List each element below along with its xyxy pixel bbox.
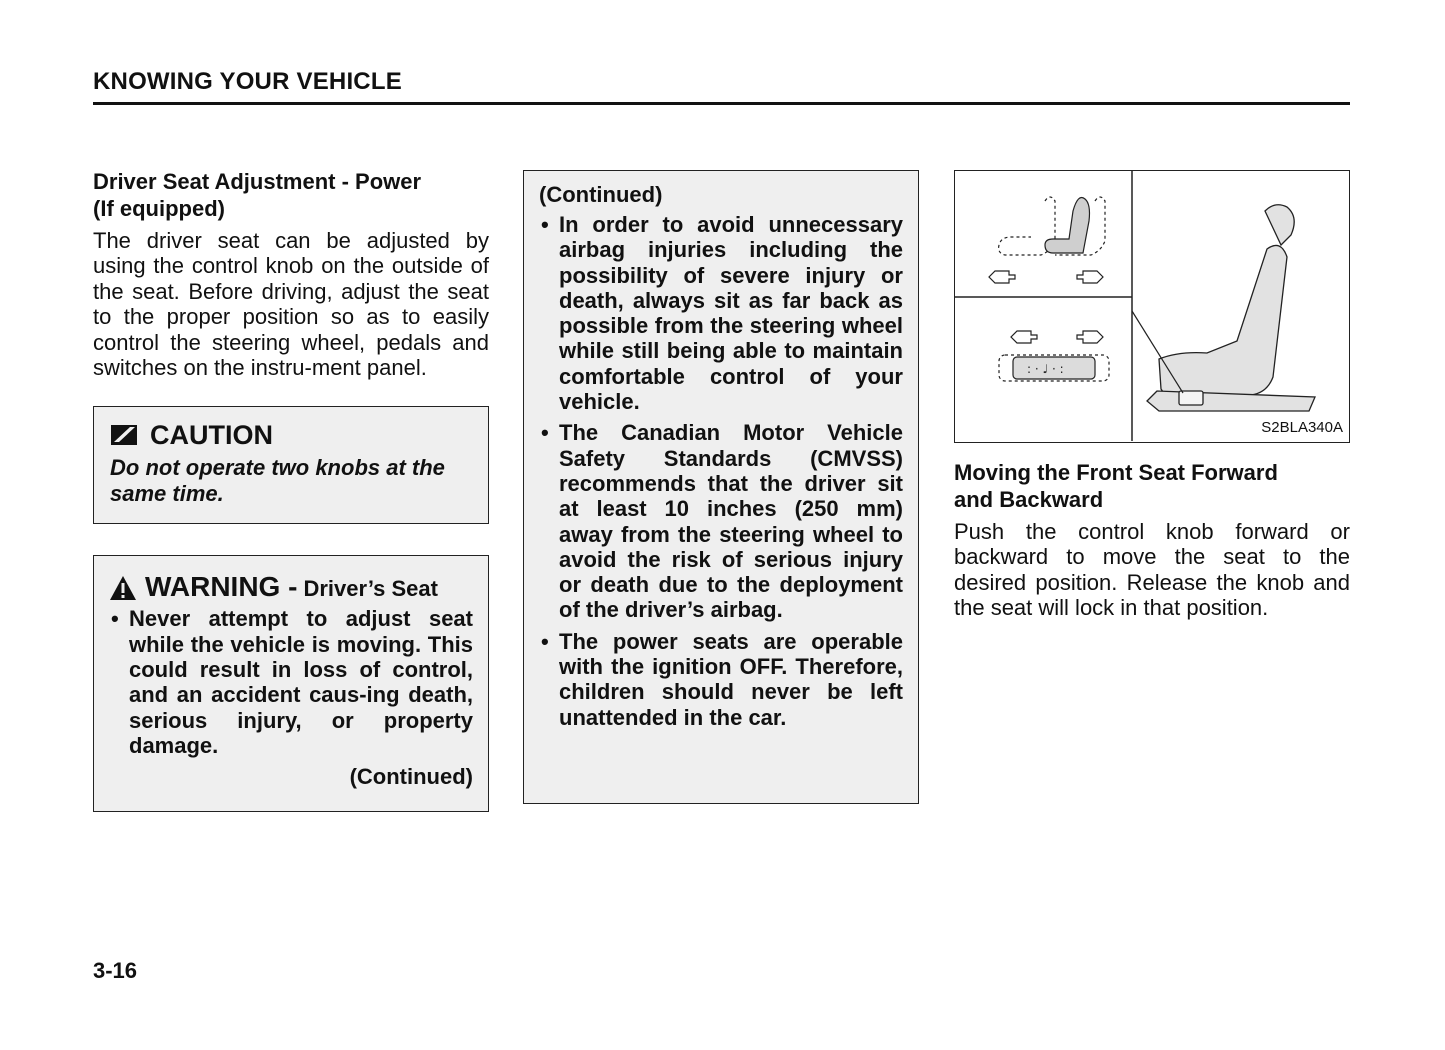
continued-bullet: • The power seats are operable with the ignition OFF. Therefore, children should never be left unattended in the car. bbox=[539, 629, 903, 730]
continued-list bbox=[539, 212, 903, 730]
warning-triangle-icon bbox=[109, 575, 137, 601]
seat-adjust-paragraph: The driver seat can be adjusted by using the control knob on the outside of the seat. Before driving, adjust the seat to the proper position so as to easily control the steering wheel, pedals and switches on the instru-ment panel. bbox=[93, 228, 489, 381]
left-column bbox=[93, 168, 489, 812]
section-heading-line2: (If equipped) bbox=[93, 196, 225, 221]
warning-continued-box bbox=[523, 170, 919, 804]
section-heading bbox=[93, 168, 489, 222]
warning-continued: (Continued) bbox=[349, 764, 473, 790]
caution-heading bbox=[110, 419, 472, 451]
warning-heading bbox=[109, 570, 473, 606]
right-heading bbox=[954, 459, 1350, 513]
warning-bullet: • Never attempt to adjust seat while the vehicle is moving. This could result in loss of control, and an accident caus-ing death, serious injury, or property damage. bbox=[109, 606, 473, 758]
middle-column bbox=[523, 170, 919, 804]
seat-diagram bbox=[955, 171, 1348, 441]
move-seat-paragraph: Push the control knob forward or backward to move the seat to the desired position. Release the knob and the seat will lock in that position. bbox=[954, 519, 1350, 621]
control-knob-icon bbox=[999, 331, 1109, 381]
continued-bullet: • In order to avoid unnecessary airbag injuries including the possibility of severe injury or death, always sit as far back as possible from the steering wheel while still being able to maintain comfortable control of your vehicle. bbox=[539, 212, 903, 414]
seat-drawing bbox=[1147, 205, 1315, 411]
right-heading-line2: and Backward bbox=[954, 487, 1104, 512]
continued-heading: (Continued) bbox=[539, 182, 663, 207]
figure-code: S2BLA340A bbox=[1261, 419, 1343, 436]
seat-movement-icon bbox=[989, 197, 1105, 283]
right-column bbox=[954, 170, 1350, 621]
continued-bullet: • The Canadian Motor Vehicle Safety Standards (CMVSS) recommends that the driver sit at least 10 inches (250 mm) away from the steering wheel to avoid the risk of serious injury or death due to the deployment of the driver’s airbag. bbox=[539, 420, 903, 622]
svg-text:: · ♩ · :: : · ♩ · : bbox=[1027, 362, 1064, 376]
warning-title: WARNING - bbox=[145, 571, 298, 603]
warning-subtitle: Driver’s Seat bbox=[303, 576, 438, 602]
seat-illustration bbox=[954, 170, 1350, 443]
page-number: 3-16 bbox=[93, 958, 138, 983]
section-heading-line1: Driver Seat Adjustment - Power bbox=[93, 169, 422, 194]
right-heading-line1: Moving the Front Seat Forward bbox=[954, 460, 1278, 485]
caution-text-line1: Do not operate two knobs at the bbox=[110, 455, 445, 481]
caution-icon bbox=[110, 424, 140, 446]
page-header: KNOWING YOUR VEHICLE bbox=[93, 68, 402, 95]
warning-list bbox=[109, 606, 473, 758]
caution-text bbox=[110, 455, 472, 506]
caution-title: CAUTION bbox=[150, 420, 273, 451]
warning-box bbox=[93, 555, 489, 812]
header-rule bbox=[93, 102, 1350, 105]
caution-box bbox=[93, 406, 489, 524]
caution-text-line2: same time. bbox=[110, 480, 224, 506]
